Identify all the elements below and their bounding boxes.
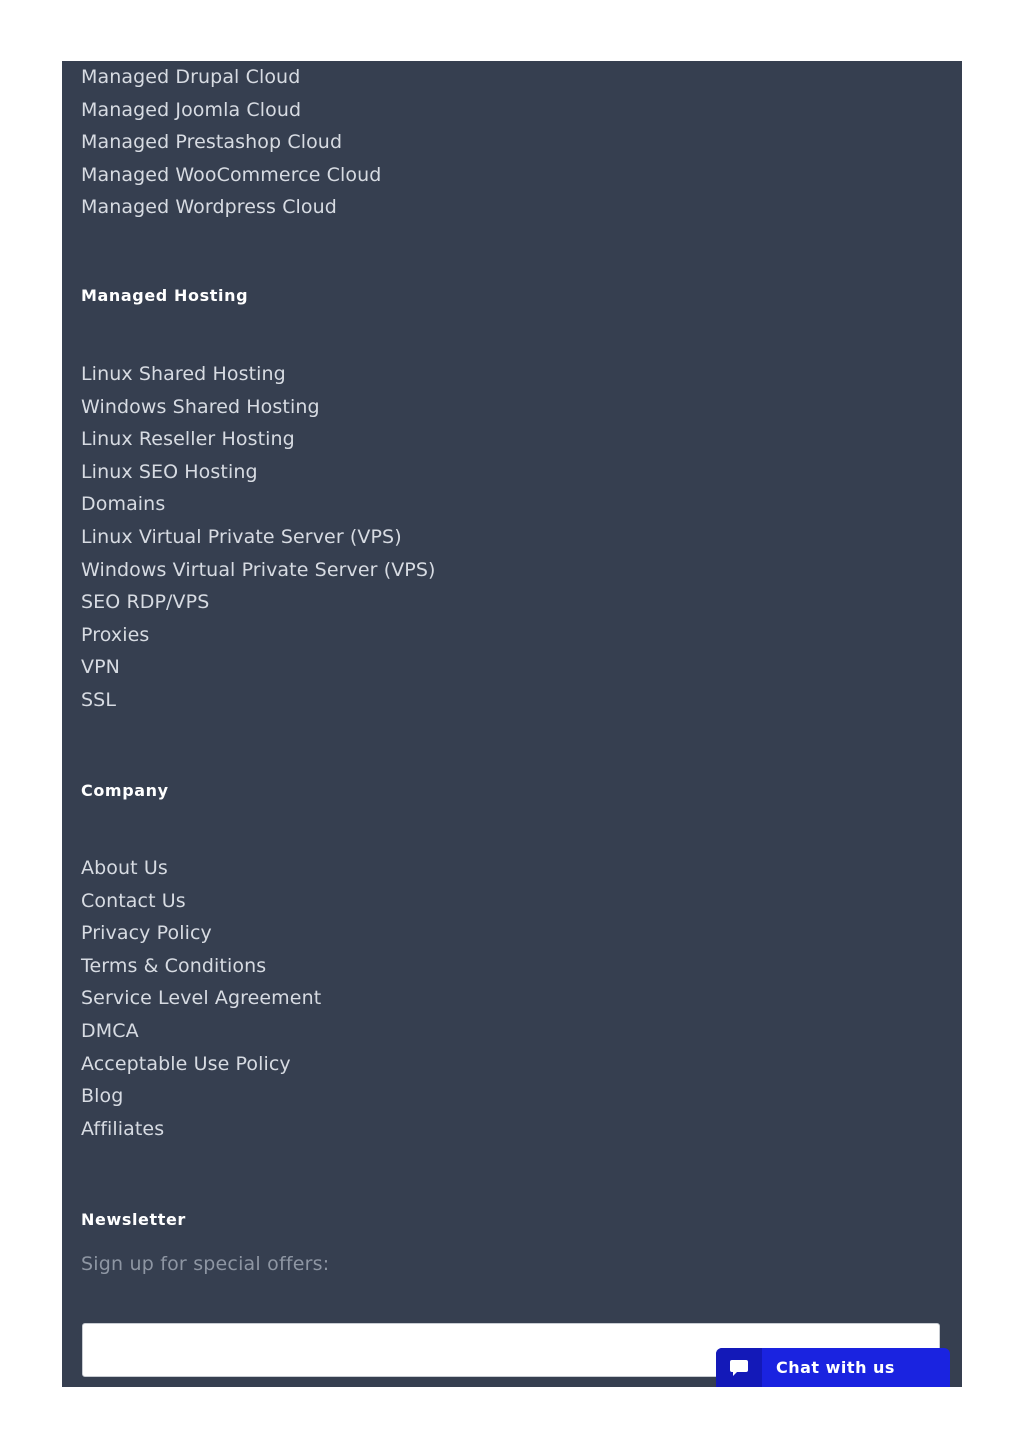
footer-link-blog[interactable]: Blog [81, 1085, 124, 1108]
footer-link-vpn[interactable]: VPN [81, 656, 120, 679]
chat-bubble-icon [716, 1348, 762, 1387]
footer-link-about-us[interactable]: About Us [81, 857, 168, 879]
footer-link-managed-drupal-cloud[interactable]: Managed Drupal Cloud [81, 66, 301, 88]
footer-link-linux-vps[interactable]: Linux Virtual Private Server (VPS) [81, 525, 402, 548]
cloud-links-list [81, 61, 381, 224]
footer-link-dmca[interactable]: DMCA [81, 1019, 139, 1042]
footer-link-proxies[interactable]: Proxies [81, 623, 150, 646]
company-heading: Company [81, 781, 169, 800]
newsletter-description: Sign up for special offers: [81, 1253, 330, 1275]
footer-link-linux-shared-hosting[interactable]: Linux Shared Hosting [81, 363, 286, 385]
footer-link-managed-joomla-cloud[interactable]: Managed Joomla Cloud [81, 98, 302, 121]
footer-link-ssl[interactable]: SSL [81, 688, 117, 711]
footer-link-service-level-agreement[interactable]: Service Level Agreement [81, 987, 322, 1010]
footer-link-seo-rdp-vps[interactable]: SEO RDP/VPS [81, 591, 210, 614]
site-footer [62, 61, 962, 1387]
managed-hosting-heading: Managed Hosting [81, 286, 249, 305]
footer-link-windows-vps[interactable]: Windows Virtual Private Server (VPS) [81, 558, 436, 581]
footer-link-acceptable-use-policy[interactable]: Acceptable Use Policy [81, 1052, 291, 1075]
newsletter-heading: Newsletter [81, 1210, 186, 1229]
footer-link-managed-wordpress-cloud[interactable]: Managed Wordpress Cloud [81, 196, 337, 219]
footer-link-managed-prestashop-cloud[interactable]: Managed Prestashop Cloud [81, 131, 343, 154]
footer-link-linux-seo-hosting[interactable]: Linux SEO Hosting [81, 460, 258, 483]
chat-label: Chat with us [776, 1358, 895, 1377]
footer-link-windows-shared-hosting[interactable]: Windows Shared Hosting [81, 395, 320, 418]
company-links-list [81, 852, 321, 1145]
footer-link-domains[interactable]: Domains [81, 493, 166, 516]
footer-link-managed-woocommerce-cloud[interactable]: Managed WooCommerce Cloud [81, 163, 382, 186]
footer-link-terms-conditions[interactable]: Terms & Conditions [81, 954, 267, 977]
footer-link-linux-reseller-hosting[interactable]: Linux Reseller Hosting [81, 428, 295, 451]
footer-link-privacy-policy[interactable]: Privacy Policy [81, 922, 212, 945]
managed-hosting-links-list [81, 358, 436, 717]
footer-link-affiliates[interactable]: Affiliates [81, 1117, 165, 1140]
chat-widget-button[interactable] [716, 1348, 950, 1387]
footer-link-contact-us[interactable]: Contact Us [81, 889, 186, 912]
